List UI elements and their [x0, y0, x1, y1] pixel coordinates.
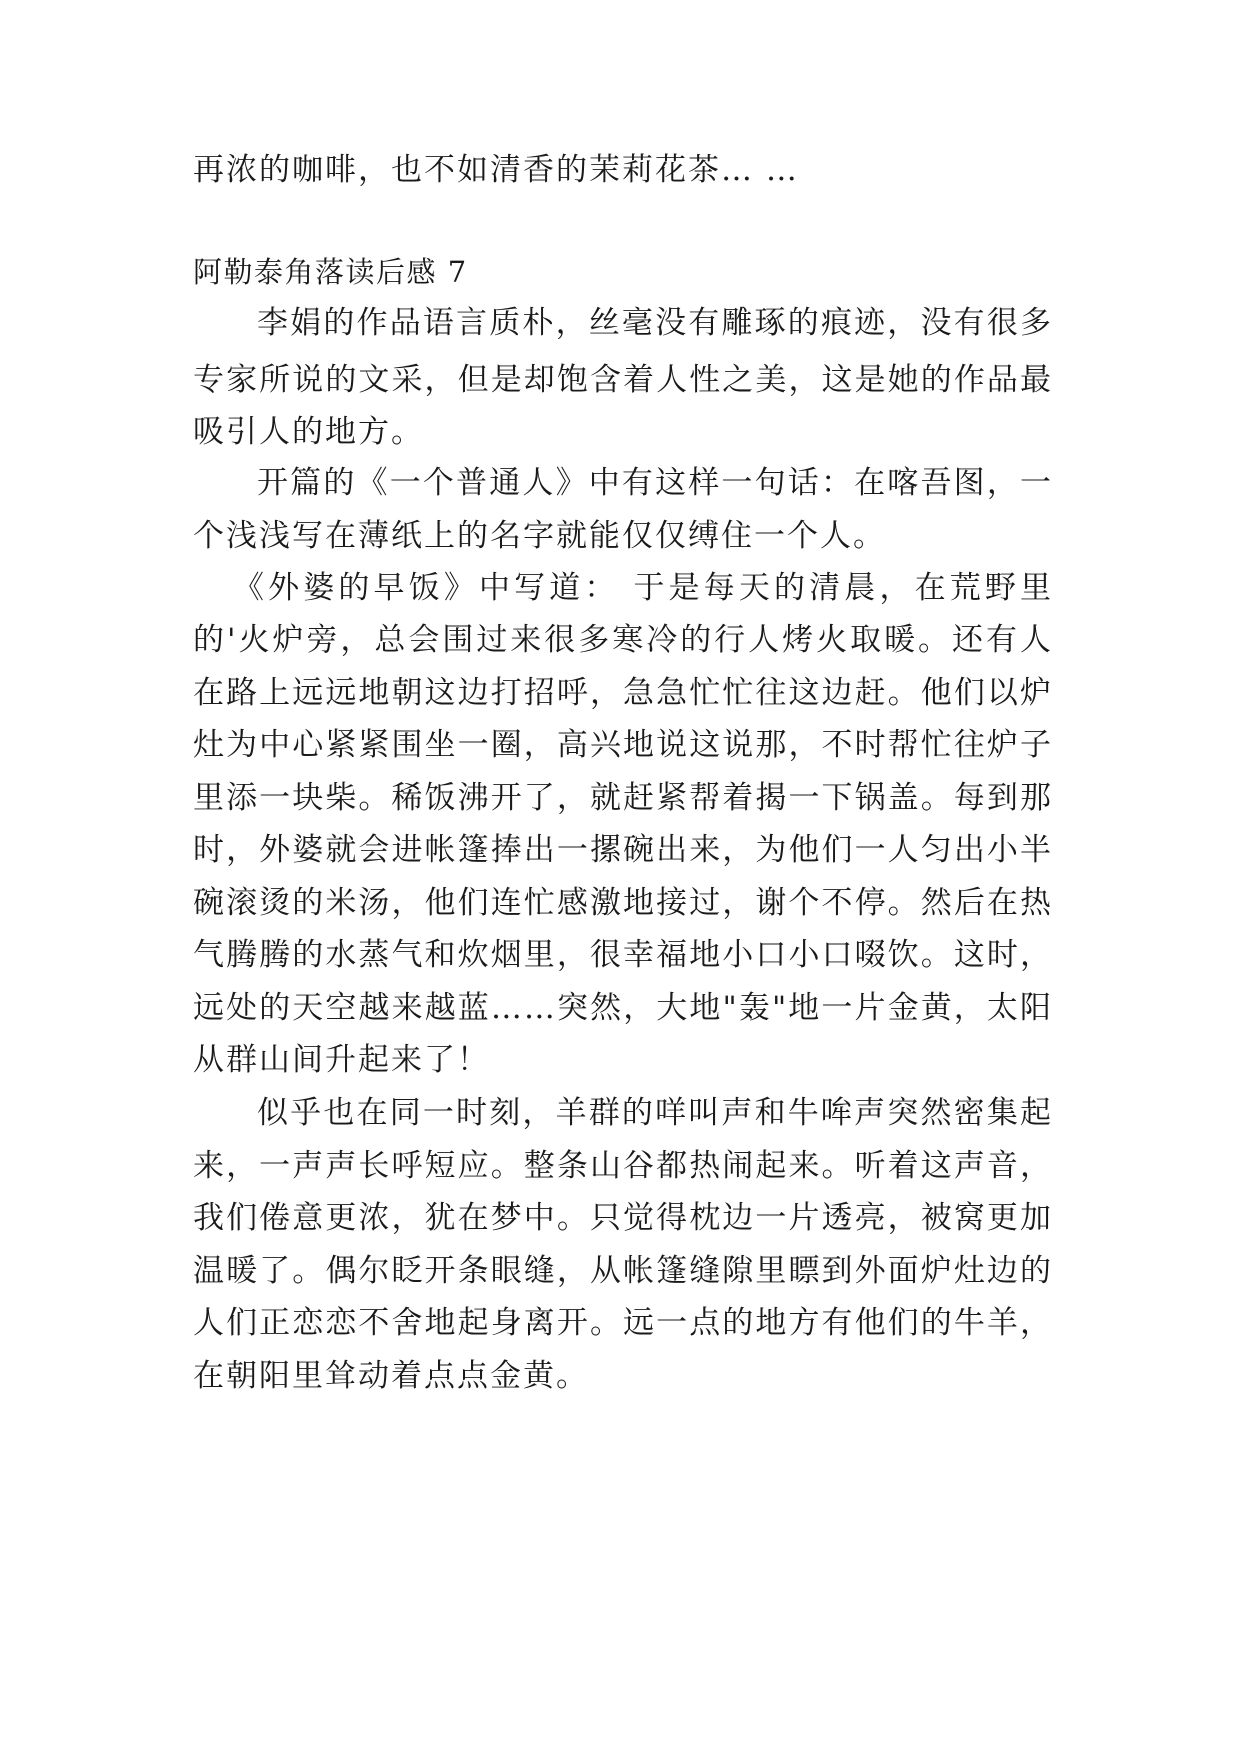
paragraph-line: 从群山间升起来了！ — [193, 1042, 490, 1078]
paragraph-line: 专家所说的文采，但是却饱含着人性之美，这是她的作品最 — [193, 362, 1053, 398]
paragraph-line: 我们倦意更浓，犹在梦中。只觉得枕边一片透亮，被窝更加 — [193, 1200, 1053, 1236]
paragraph-line: 吸引人的地方。 — [193, 414, 424, 450]
continuation-line: 再浓的咖啡，也不如清香的茉莉花茶… … — [193, 152, 799, 188]
paragraph-line: 的'火炉旁，总会围过来很多寒冷的行人烤火取暖。还有人 — [193, 622, 1053, 658]
paragraph-line: 里添一块柴。稀饭沸开了，就赶紧帮着揭一下锅盖。每到那 — [193, 780, 1053, 816]
paragraph-line: 《外婆的早饭》中写道： 于是每天的清晨，在荒野里 — [233, 570, 1053, 606]
paragraph-line: 似乎也在同一时刻，羊群的咩叫声和牛哞声突然密集起 — [257, 1095, 1053, 1131]
paragraph-line: 气腾腾的水蒸气和炊烟里，很幸福地小口小口啜饮。这时， — [193, 937, 1053, 973]
paragraph-line: 远处的天空越来越蓝……突然，大地"轰"地一片金黄，太阳 — [193, 990, 1053, 1026]
paragraph-line: 温暖了。偶尔眨开条眼缝，从帐篷缝隙里瞟到外面炉灶边的 — [193, 1253, 1053, 1289]
paragraph-line: 灶为中心紧紧围坐一圈，高兴地说这说那，不时帮忙往炉子 — [193, 727, 1053, 763]
paragraph-line: 碗滚烫的米汤，他们连忙感激地接过，谢个不停。然后在热 — [193, 885, 1053, 921]
paragraph-line: 在路上远远地朝这边打招呼，急急忙忙往这边赶。他们以炉 — [193, 675, 1053, 711]
paragraph-line: 来，一声声长呼短应。整条山谷都热闹起来。听着这声音， — [193, 1148, 1053, 1184]
paragraph-line: 李娟的作品语言质朴，丝毫没有雕琢的痕迹，没有很多 — [257, 305, 1053, 341]
paragraph-line: 时，外婆就会进帐篷捧出一摞碗出来，为他们一人匀出小半 — [193, 832, 1053, 868]
paragraph-line: 在朝阳里耸动着点点金黄。 — [193, 1358, 589, 1394]
paragraph-line: 人们正恋恋不舍地起身离开。远一点的地方有他们的牛羊， — [193, 1305, 1053, 1341]
paragraph-line: 开篇的《一个普通人》中有这样一句话：在喀吾图，一 — [257, 465, 1053, 501]
paragraph-line: 个浅浅写在薄纸上的名字就能仅仅缚住一个人。 — [193, 518, 886, 554]
document-heading: 阿勒泰角落读后感 7 — [193, 255, 468, 289]
